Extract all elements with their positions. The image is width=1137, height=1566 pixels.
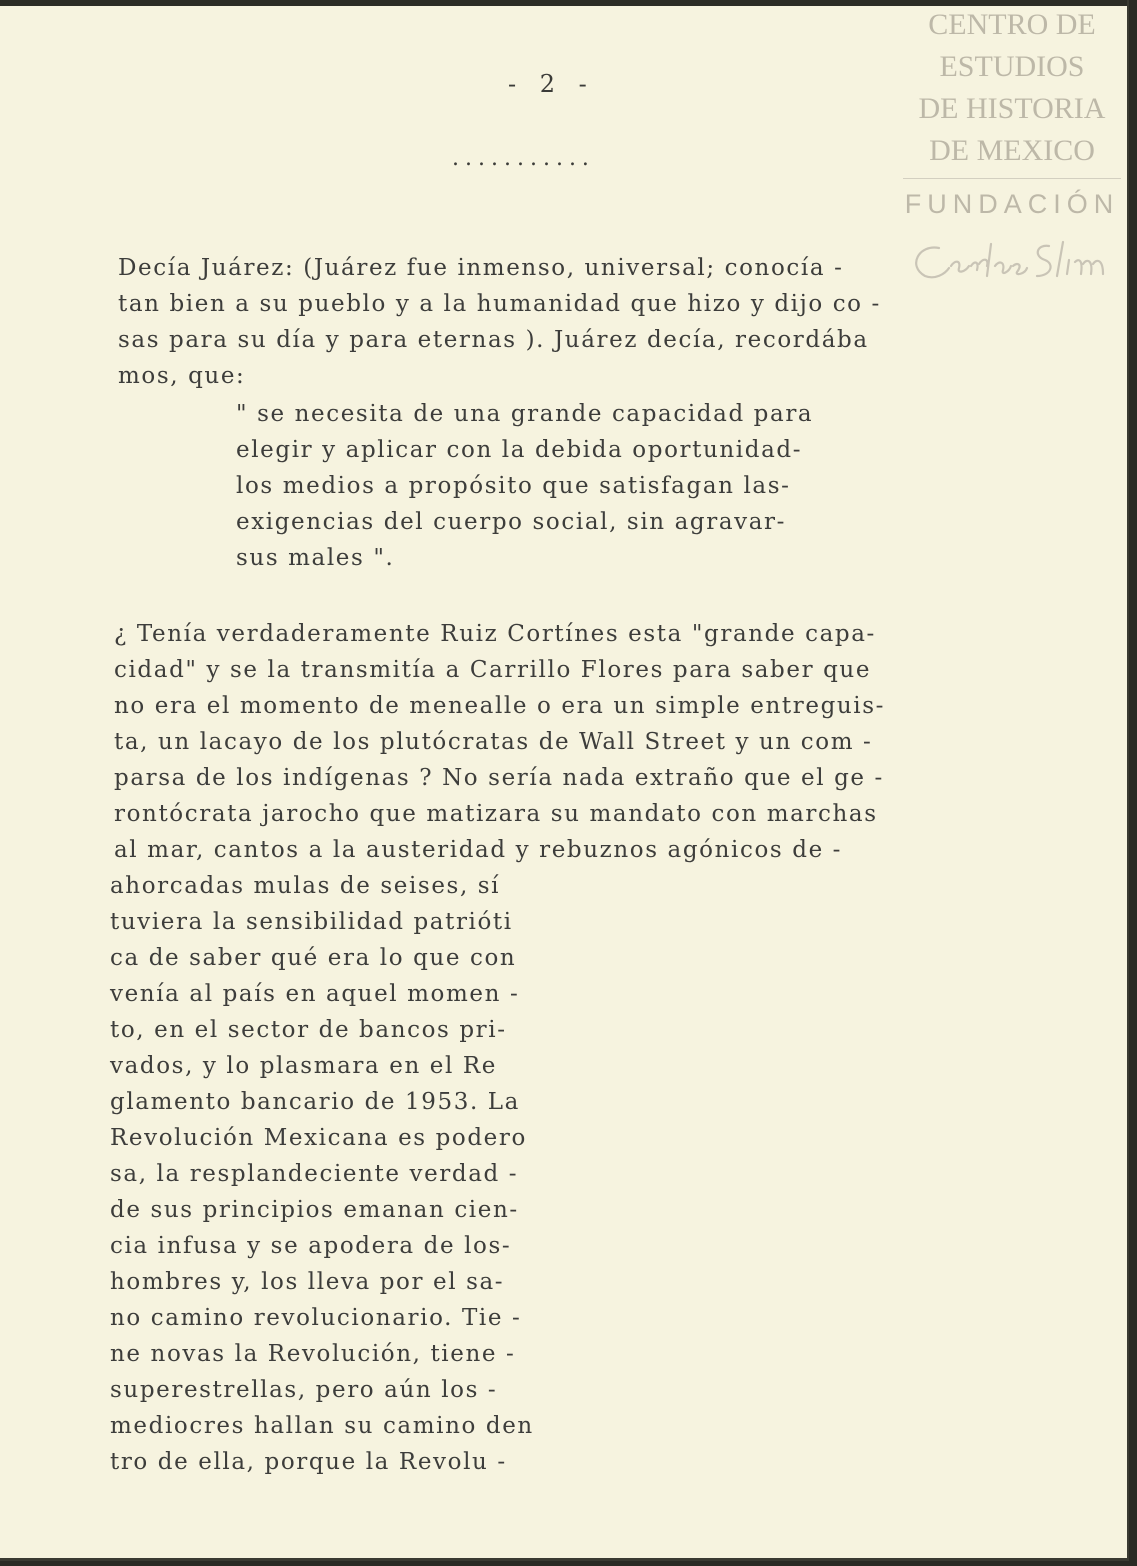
text-line: sas para su día y para eternas ). Juárez decía, recordába	[118, 327, 869, 353]
paragraph-revolucion	[110, 868, 534, 1480]
text-line: los medios a propósito que satisfagan las-	[236, 473, 791, 499]
signature-icon	[899, 236, 1119, 286]
block-quote	[236, 396, 813, 576]
text-line: rontócrata jarocho que matizara su mandato con marchas	[114, 801, 878, 827]
stamp-line: ESTUDIOS	[939, 50, 1085, 83]
text-line: ahorcadas mulas de seises, sí	[110, 873, 501, 899]
text-line: Decía Juárez: (Juárez fue inmenso, universal; conocía -	[118, 255, 844, 281]
paragraph-juarez	[118, 250, 881, 394]
text-line: ca de saber qué era lo que con	[110, 945, 517, 971]
text-line: to, en el sector de bancos pri-	[110, 1017, 507, 1043]
text-line: sa, la resplandeciente verdad -	[110, 1161, 519, 1187]
section-separator: ...........	[452, 146, 595, 171]
text-line: de sus principios emanan cien-	[110, 1197, 519, 1223]
stamp-line: CENTRO DE	[928, 8, 1096, 41]
stamp-line: DE HISTORIA	[918, 92, 1106, 125]
text-line: al mar, cantos a la austeridad y rebuznos agónicos de -	[114, 837, 843, 863]
text-line: cia infusa y se apodera de los-	[110, 1233, 512, 1259]
text-line: " se necesita de una grande capacidad para	[236, 401, 814, 427]
text-line: elegir y aplicar con la debida oportunidad-	[236, 437, 803, 463]
text-line: cidad" y se la transmitía a Carrillo Flores para saber que	[114, 657, 872, 683]
text-line: tan bien a su pueblo y a la humanidad que hizo y dijo co -	[118, 291, 881, 317]
text-line: ta, un lacayo de los plutócratas de Wall Street y un com -	[114, 729, 873, 755]
text-line: no era el momento de menealle o era un simple entreguis-	[114, 693, 886, 719]
text-line: hombres y, los lleva por el sa-	[110, 1269, 505, 1295]
stamp-foundation: FUNDACIÓN	[904, 189, 1120, 219]
text-line: vados, y lo plasmara en el Re	[110, 1053, 497, 1079]
text-line: superestrellas, pero aún los -	[110, 1377, 498, 1403]
text-line: no camino revolucionario. Tie -	[110, 1305, 522, 1331]
text-line: sus males ".	[236, 545, 395, 571]
text-line: parsa de los indígenas ? No sería nada extraño que el ge -	[114, 765, 884, 791]
stamp-divider	[903, 178, 1121, 179]
paragraph-ruiz-cortines	[114, 616, 885, 868]
text-line: mos, que:	[118, 363, 246, 389]
archive-stamp	[903, 4, 1121, 220]
text-line: Revolución Mexicana es podero	[110, 1125, 527, 1151]
text-line: tuviera la sensibilidad patrióti	[110, 909, 513, 935]
text-line: venía al país en aquel momen -	[110, 981, 520, 1007]
page-number: - 2 -	[508, 70, 595, 98]
stamp-line: DE MEXICO	[929, 134, 1095, 167]
text-line: ¿ Tenía verdaderamente Ruiz Cortínes esta "grande capa-	[114, 621, 876, 647]
text-line: ne novas la Revolución, tiene -	[110, 1341, 516, 1367]
text-line: glamento bancario de 1953. La	[110, 1089, 520, 1115]
text-line: tro de ella, porque la Revolu -	[110, 1449, 507, 1475]
text-line: exigencias del cuerpo social, sin agravar-	[236, 509, 787, 535]
text-line: mediocres hallan su camino den	[110, 1413, 534, 1439]
